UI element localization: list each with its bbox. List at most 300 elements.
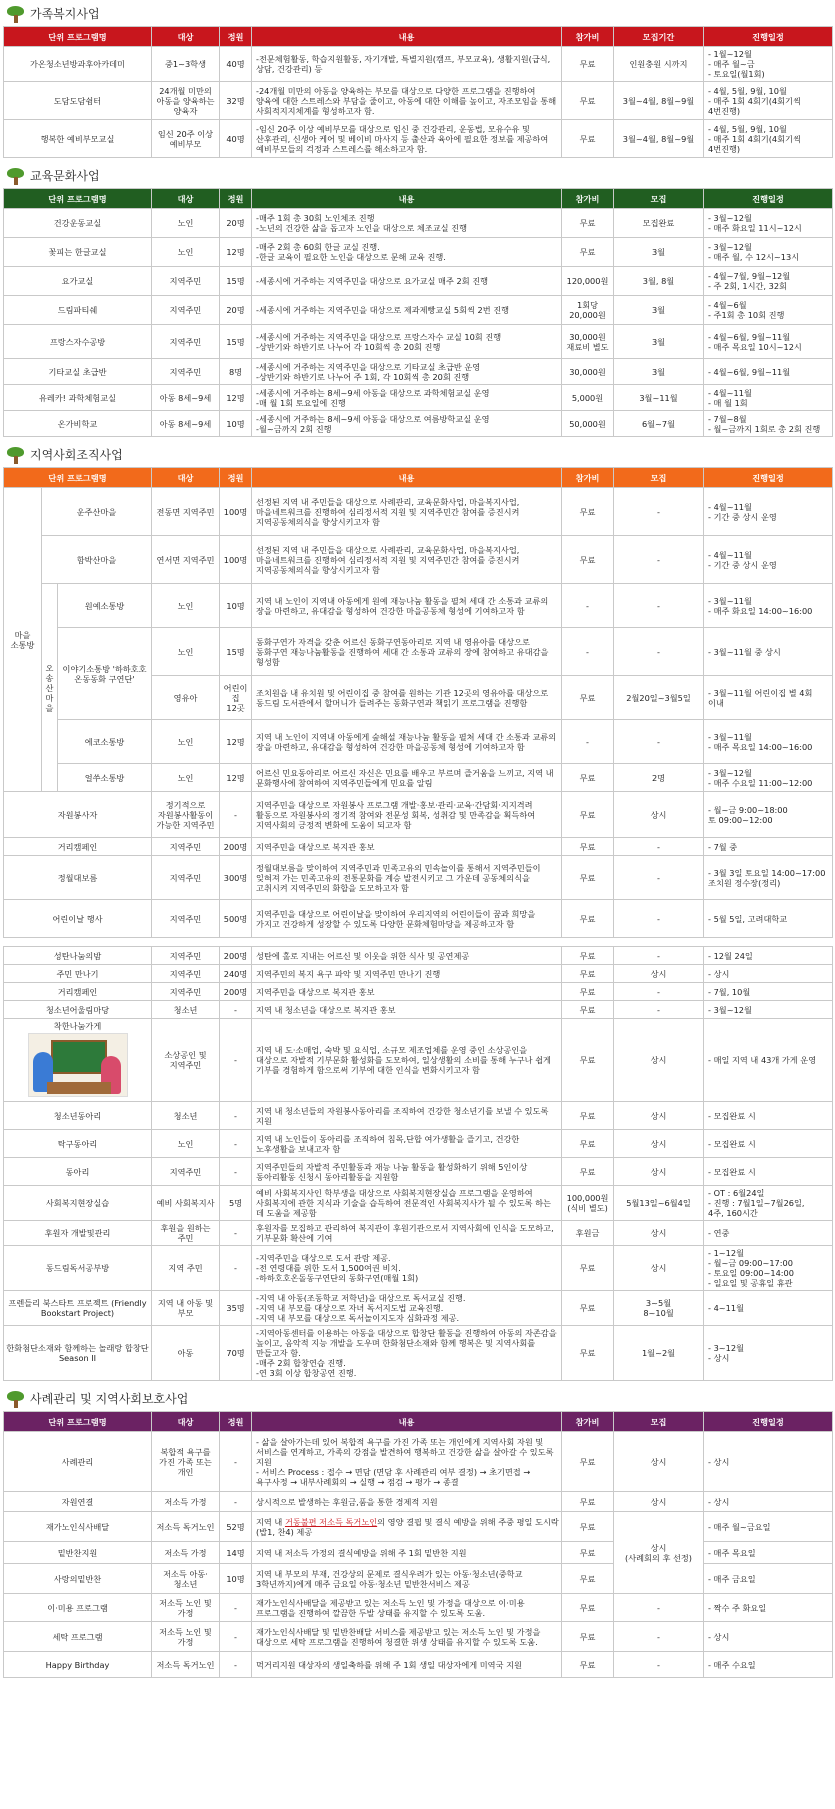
- target-cell: 지역 내 아동 및 부모: [152, 1291, 220, 1326]
- table-row: [4, 296, 833, 325]
- table-row: [4, 120, 833, 158]
- highlight-text: 거동불편 저소득 독거노인: [284, 1516, 378, 1527]
- content-cell: -세종시에 거주하는 지역주민을 대상으로 프랑스자수 교실 10회 진행 -상반기와 하반기로 나누어 각 10회씩 총 20회 진행: [252, 325, 562, 359]
- table-row: [4, 385, 833, 411]
- fee-cell: 무료: [562, 238, 614, 267]
- column-header: 단위 프로그램명: [4, 27, 152, 47]
- target-cell: 지역주민: [152, 267, 220, 296]
- fee-cell: 무료: [562, 1432, 614, 1492]
- schedule-cell: - 4월~11월 - 매 월 1회: [704, 385, 833, 411]
- table-row: [4, 720, 833, 764]
- schedule-cell: - 상시: [704, 1492, 833, 1512]
- capacity-cell: 240명: [220, 965, 252, 983]
- fee-cell: 무료: [562, 1652, 614, 1678]
- schedule-cell: - 7월, 10월: [704, 983, 833, 1001]
- column-header: 참가비: [562, 468, 614, 488]
- recruit-period-cell: 상시: [614, 1102, 704, 1130]
- target-cell: 지역주민: [152, 838, 220, 856]
- program-name-cell: 이야기소통방 '하하호호 온동동화 구연단': [58, 628, 152, 720]
- fee-cell: 무료: [562, 1564, 614, 1594]
- content-cell: 지역주민을 대상으로 어린이날을 맞이하여 우리지역의 어린이들이 꿈과 희망을 가지고 건강하게 성장할 수 있도록 다양한 문화체험마당을 제공하고자 함: [252, 900, 562, 938]
- fee-cell: 무료: [562, 856, 614, 900]
- capacity-cell: 12명: [220, 238, 252, 267]
- target-cell: 노인: [152, 209, 220, 238]
- recruit-period-cell: 2명: [614, 764, 704, 792]
- target-cell: 임신 20주 이상 예비부모: [152, 120, 220, 158]
- schedule-cell: - 상시: [704, 1432, 833, 1492]
- table-row: [4, 983, 833, 1001]
- table-body: [4, 209, 833, 437]
- fee-cell: 무료: [562, 1326, 614, 1381]
- content-cell: 재가노인식사배달 및 밑반찬배달 서비스를 제공받고 있는 저소득 노인 및 가정을 대상으로 세탁 프로그램을 진행하여 청결한 위생 상태를 유지할 수 있도록 도움.: [252, 1622, 562, 1652]
- content-cell: 지역주민들의 자발적 주민활동과 재능 나눔 활동을 활성화하기 위해 5인이상 동아리활동 신청시 동아리활동을 지원함: [252, 1158, 562, 1186]
- program-name-cell: 자원연결: [4, 1492, 152, 1512]
- recruit-period-cell: 3월, 8월: [614, 267, 704, 296]
- content-cell: -세종시에 거주하는 지역주민을 대상으로 제과제빵교실 5회씩 2번 진행: [252, 296, 562, 325]
- fee-cell: 무료: [562, 676, 614, 720]
- capacity-cell: -: [220, 1594, 252, 1622]
- capacity-cell: 40명: [220, 120, 252, 158]
- target-cell: 청소년: [152, 1102, 220, 1130]
- table-row: [4, 856, 833, 900]
- table-row: [4, 1019, 833, 1102]
- column-header: 참가비: [562, 189, 614, 209]
- content-cell: -24개월 미만의 아동을 양육하는 부모를 대상으로 다양한 프로그램을 진행하여 양육에 대한 스트레스와 부담을 줄이고, 아동에 대한 이해를 높이고, 자조모임을 통해 사회적지지체계를 형성하고자 함.: [252, 82, 562, 120]
- fee-cell: 무료: [562, 1492, 614, 1512]
- program-name-cell: 프랑스자수공방: [4, 325, 152, 359]
- program-name-cell: 어린이날 행사: [4, 900, 152, 938]
- fee-cell: 무료: [562, 838, 614, 856]
- schedule-cell: - 4월~6월, 9월~11월: [704, 359, 833, 385]
- table-row: [4, 1564, 833, 1594]
- target-cell: 소상공인 및 지역주민: [152, 1019, 220, 1102]
- fee-cell: 무료: [562, 764, 614, 792]
- target-cell: 노인: [152, 764, 220, 792]
- target-cell: 지역주민: [152, 296, 220, 325]
- fee-cell: 무료: [562, 488, 614, 536]
- capacity-cell: 10명: [220, 584, 252, 628]
- program-table: [3, 1411, 833, 1678]
- recruit-period-cell: 3월: [614, 238, 704, 267]
- table-row: [4, 947, 833, 965]
- table-row: [4, 1542, 833, 1564]
- recruit-period-cell: 상시: [614, 965, 704, 983]
- table-header-row: [4, 1412, 833, 1432]
- program-table: [3, 26, 833, 158]
- table-row: [4, 359, 833, 385]
- column-header: 참가비: [562, 1412, 614, 1432]
- fee-cell: 무료: [562, 1622, 614, 1652]
- schedule-cell: - 3월~12월 - 매주 화요일 11시~12시: [704, 209, 833, 238]
- table-row: [4, 1326, 833, 1381]
- target-cell: 지역주민: [152, 359, 220, 385]
- capacity-cell: -: [220, 792, 252, 838]
- column-header: 단위 프로그램명: [4, 189, 152, 209]
- fee-cell: 50,000원: [562, 411, 614, 437]
- capacity-cell: 52명: [220, 1512, 252, 1542]
- content-cell: 지역주민을 대상으로 복지관 홍보: [252, 983, 562, 1001]
- target-cell: 복합적 욕구를 가진 가족 또는 개인: [152, 1432, 220, 1492]
- recruit-period-cell: 2월20일~3월5일: [614, 676, 704, 720]
- fee-cell: 무료: [562, 965, 614, 983]
- table-body: [4, 1432, 833, 1678]
- schedule-cell: - 3월~11월 - 매주 목요일 14:00~16:00: [704, 720, 833, 764]
- content-cell: 지역 내 노인이 지역내 아동에게 원예 재능나눔 활동을 펼쳐 세대 간 소통과 교류의 장을 마련하고, 유대감을 형성하여 건강한 마을공동체 형성에 기여하고자 함: [252, 584, 562, 628]
- program-name-cell: 도담도담쉼터: [4, 82, 152, 120]
- capacity-cell: 12명: [220, 720, 252, 764]
- capacity-cell: -: [220, 1246, 252, 1291]
- recruit-period-cell: -: [614, 584, 704, 628]
- recruit-period-cell: -: [614, 838, 704, 856]
- capacity-cell: 500명: [220, 900, 252, 938]
- column-header: 모집: [614, 468, 704, 488]
- capacity-cell: 5명: [220, 1186, 252, 1221]
- capacity-cell: 10명: [220, 411, 252, 437]
- program-name-cell: 프렌들리 북스타트 프로젝트 (Friendly Bookstart Project): [4, 1291, 152, 1326]
- column-header: 진행일정: [704, 27, 833, 47]
- content-cell: -매주 2회 총 60회 한글 교실 진행. -한글 교육이 필요한 노인을 대상으로 문해 교육 진행.: [252, 238, 562, 267]
- fee-cell: 무료: [562, 1594, 614, 1622]
- column-header: 모집: [614, 189, 704, 209]
- capacity-cell: 8명: [220, 359, 252, 385]
- table-header-row: [4, 189, 833, 209]
- capacity-cell: 100명: [220, 488, 252, 536]
- content-cell: 정월대보름을 맞이하여 지역주민과 민족고유의 민속놀이를 통해서 지역주민들이 잊혀져 가는 민족고유의 전통문화를 계승 발전시키고 그 가운데 공동체의식을 고취시켜 지역주민의 화합을 도모하고자 함: [252, 856, 562, 900]
- capacity-cell: -: [220, 1130, 252, 1158]
- capacity-cell: 20명: [220, 209, 252, 238]
- fee-cell: 100,000원 (식비 별도): [562, 1186, 614, 1221]
- section-community-organizing: [3, 443, 832, 1381]
- program-name-cell: 한화첨단소재와 함께하는 놀래랑 합창단 Season II: [4, 1326, 152, 1381]
- target-cell: 저소득 독거노인: [152, 1512, 220, 1542]
- content-cell: -세종시에 거주하는 지역주민을 대상으로 요가교실 매주 2회 진행: [252, 267, 562, 296]
- schedule-cell: - 짝수 주 화요일: [704, 1594, 833, 1622]
- column-header: 진행일정: [704, 189, 833, 209]
- content-cell: 지역주민을 대상으로 복지관 홍보: [252, 838, 562, 856]
- program-name-cell: Happy Birthday: [4, 1652, 152, 1678]
- capacity-cell: 15명: [220, 325, 252, 359]
- recruit-period-cell: 1월~2월: [614, 1326, 704, 1381]
- content-cell: 재가노인식사배달을 제공받고 있는 저소득 노인 및 가정을 대상으로 이·미용 프로그램을 진행하여 깔끔한 두발 상태를 유지할 수 있도록 도움.: [252, 1594, 562, 1622]
- capacity-cell: -: [220, 1019, 252, 1102]
- capacity-cell: 12명: [220, 385, 252, 411]
- recruit-period-cell: -: [614, 1594, 704, 1622]
- table-row: [4, 1512, 833, 1542]
- recruit-period-cell: -: [614, 856, 704, 900]
- capacity-cell: 35명: [220, 1291, 252, 1326]
- recruit-period-cell: 6월~7월: [614, 411, 704, 437]
- section-header: [3, 164, 832, 188]
- table-row: [4, 1102, 833, 1130]
- recruit-period-cell: 3월~11월: [614, 385, 704, 411]
- fee-cell: 무료: [562, 82, 614, 120]
- fee-cell: 무료: [562, 947, 614, 965]
- target-cell: 저소득 가정: [152, 1492, 220, 1512]
- target-cell: 연서면 지역주민: [152, 536, 220, 584]
- schedule-cell: - 3월~11월 - 매주 화요일 14:00~16:00: [704, 584, 833, 628]
- recruit-period-cell: -: [614, 1001, 704, 1019]
- recruit-period-cell: 상시: [614, 1432, 704, 1492]
- section-title: 교육문화사업: [30, 168, 100, 183]
- column-header: 대상: [152, 27, 220, 47]
- column-header: 대상: [152, 468, 220, 488]
- content-cell: -지역 내 아동(조동학교 저학년)을 대상으로 독서교실 진행. -지역 내 부모를 대상으로 자녀 독서지도법 교육진행. -지역 내 부모를 대상으로 독서놀이지도자 심화과정 제공.: [252, 1291, 562, 1326]
- table-row: [4, 536, 833, 584]
- program-name-cell: 청소년동아리: [4, 1102, 152, 1130]
- target-cell: 저소득 노인 및 가정: [152, 1594, 220, 1622]
- content-cell: -지역주민을 대상으로 도서 관람 제공. -전 연령대를 위한 도서 1,500여권 비치. -하하호호온돌동구연단의 동화구연(매월 1회): [252, 1246, 562, 1291]
- fee-cell: 무료: [562, 1246, 614, 1291]
- recruit-period-cell: 3~5월 8~10월: [614, 1291, 704, 1326]
- target-cell: 후원을 원하는 주민: [152, 1221, 220, 1246]
- target-cell: 중1~3학생: [152, 47, 220, 82]
- table-row: [4, 209, 833, 238]
- target-cell: 지역주민: [152, 325, 220, 359]
- content-cell: -세종시에 거주하는 8세~9세 아동을 대상으로 여름방학교실 운영 -월~금까지 2회 진행: [252, 411, 562, 437]
- section-family-welfare: [3, 2, 832, 158]
- column-header: 참가비: [562, 27, 614, 47]
- content-cell: 먹거리지원 대상자의 생일축하를 위해 주 1회 생일 대상자에게 미역국 지원: [252, 1652, 562, 1678]
- schedule-cell: - 4월~11월 - 기간 중 상시 운영: [704, 488, 833, 536]
- capacity-cell: -: [220, 1001, 252, 1019]
- capacity-cell: -: [220, 1221, 252, 1246]
- section-education-culture: [3, 164, 832, 437]
- content-cell: 지역 내 부모의 부재, 건강상의 문제로 결식우려가 있는 아동·청소년(중학교 3학년까지)에게 매주 금요일 아동·청소년 밑반찬서비스 제공: [252, 1564, 562, 1594]
- recruit-period-cell: -: [614, 720, 704, 764]
- table-row: [4, 1246, 833, 1291]
- schedule-cell: - 1~12월 - 월~금 09:00~17:00 - 토요일 09:00~14:00 - 일요일 및 공휴일 휴관: [704, 1246, 833, 1291]
- content-cell: 성탄에 홀로 지내는 어르신 및 이웃을 위한 식사 및 공연제공: [252, 947, 562, 965]
- table-row: [4, 1622, 833, 1652]
- content-cell: -세종시에 거주하는 지역주민을 대상으로 기타교실 초급반 운영 -상반기와 하반기로 나누어 주 1회, 각 10회씩 총 20회 진행: [252, 359, 562, 385]
- program-name-cell: 건강운동교실: [4, 209, 152, 238]
- recruit-period-cell: -: [614, 947, 704, 965]
- recruit-period-cell: -: [614, 983, 704, 1001]
- program-name-cell: 사례관리: [4, 1432, 152, 1492]
- recruit-period-cell: 상시: [614, 1130, 704, 1158]
- content-cell: 지역 내 청소년들의 자원봉사동아리를 조직하여 건강한 청소년기를 보낼 수 있도록 지원: [252, 1102, 562, 1130]
- schedule-cell: - 매주 금요일: [704, 1564, 833, 1594]
- table-row: [4, 1594, 833, 1622]
- program-table: [3, 188, 833, 437]
- table-body: [4, 488, 833, 1381]
- village-group-label: 마을 소통방: [4, 488, 42, 792]
- capacity-cell: 70명: [220, 1326, 252, 1381]
- program-name-cell: 거리캠페인: [4, 983, 152, 1001]
- recruit-period-cell: 모집완료: [614, 209, 704, 238]
- content-cell: 후원자를 모집하고 관리하여 복지관이 후원기관으로서 지역사회에 인식을 도모하고, 기부문화 확산에 기여: [252, 1221, 562, 1246]
- schedule-cell: - 4월, 5월, 9월, 10월 - 매주 1회 4회기(4회기씩 4번진행): [704, 82, 833, 120]
- recruit-period-cell: 3월: [614, 325, 704, 359]
- fee-cell: 무료: [562, 1512, 614, 1542]
- section-header: [3, 1387, 832, 1411]
- fee-cell: -: [562, 584, 614, 628]
- schedule-cell: - 1월~12월 - 매주 월~금 - 토요일(월1회): [704, 47, 833, 82]
- recruit-period-cell: -: [614, 1622, 704, 1652]
- schedule-cell: - 상시: [704, 1622, 833, 1652]
- table-row: [4, 238, 833, 267]
- capacity-cell: 12명: [220, 764, 252, 792]
- capacity-cell: -: [220, 1652, 252, 1678]
- program-name-cell: 드림파티쉐: [4, 296, 152, 325]
- schedule-cell: - 매주 월~금요일: [704, 1512, 833, 1542]
- capacity-cell: 100명: [220, 536, 252, 584]
- program-name-cell: 원예소통방: [58, 584, 152, 628]
- capacity-cell: 200명: [220, 838, 252, 856]
- content-cell: -임신 20주 이상 예비부모를 대상으로 임신 중 건강관리, 운동법, 모유수유 및 산후관리, 신생아 케어 및 베이비 마사지 등 출산과 육아에 필요한 정보를 제공하여 예비부모들의 걱정과 스트레스를 해소하고자 함.: [252, 120, 562, 158]
- column-header: 정원: [220, 468, 252, 488]
- table-row: [4, 1652, 833, 1678]
- schedule-cell: - 3월~12월 - 매주 수요일 11:00~12:00: [704, 764, 833, 792]
- recruit-period-cell: 상시: [614, 792, 704, 838]
- table-body: [4, 47, 833, 158]
- recruit-period-cell: 3월~4월, 8월~9월: [614, 120, 704, 158]
- table-row: [4, 965, 833, 983]
- fee-cell: 후원금: [562, 1221, 614, 1246]
- column-header: 진행일정: [704, 468, 833, 488]
- content-cell: 선정된 지역 내 주민들을 대상으로 사례관리, 교육문화사업, 마을복지사업, 마을네트워크를 진행하여 심리정서적 지원 및 지역주민간 참여를 증진시켜 지역공동체의식을 향상시키고자 함: [252, 488, 562, 536]
- program-table: [3, 467, 833, 1381]
- table-row: [4, 1001, 833, 1019]
- recruit-period-cell: 상시: [614, 1492, 704, 1512]
- target-cell: 노인: [152, 1130, 220, 1158]
- target-cell: 전동면 지역주민: [152, 488, 220, 536]
- program-name-cell: 재가노인식사배달: [4, 1512, 152, 1542]
- fee-cell: 1회당 20,000원: [562, 296, 614, 325]
- capacity-cell: 20명: [220, 296, 252, 325]
- program-name-cell: 거리캠페인: [4, 838, 152, 856]
- fee-cell: 무료: [562, 536, 614, 584]
- fee-cell: 무료: [562, 1291, 614, 1326]
- content-cell: -매주 1회 총 30회 노인체조 진행 -노년의 건강한 삶을 돕고자 노인을 대상으로 체조교실 진행: [252, 209, 562, 238]
- program-name-cell: 동아리: [4, 1158, 152, 1186]
- fee-cell: -: [562, 628, 614, 676]
- program-name-cell: 꽃피는 한글교실: [4, 238, 152, 267]
- schedule-cell: - 매일 지역 내 43개 가게 운영: [704, 1019, 833, 1102]
- capacity-cell: 어린이집 12곳: [220, 676, 252, 720]
- target-cell: 저소득 가정: [152, 1542, 220, 1564]
- capacity-cell: 300명: [220, 856, 252, 900]
- column-header: 단위 프로그램명: [4, 1412, 152, 1432]
- fee-cell: 무료: [562, 1019, 614, 1102]
- schedule-cell: - 3월~12월: [704, 1001, 833, 1019]
- content-cell: 동화구연가 자격을 갖춘 어르신 동화구연동아리로 지역 내 영유아를 대상으로 동화구연 재능나눔활동을 진행하여 세대 간 소통과 교류의 장에 참여하고 유대감을 형성함: [252, 628, 562, 676]
- program-name-cell: 에코소통방: [58, 720, 152, 764]
- table-row: [4, 267, 833, 296]
- fee-cell: 무료: [562, 1001, 614, 1019]
- schedule-cell: - OT : 6월24일 - 진행 : 7월1일~7월26일, 4주, 160시간: [704, 1186, 833, 1221]
- fee-cell: 30,000원: [562, 359, 614, 385]
- program-name-cell: 주민 만나기: [4, 965, 152, 983]
- table-row: [4, 1291, 833, 1326]
- recruit-period-cell: 3월: [614, 359, 704, 385]
- table-header-row: [4, 468, 833, 488]
- capacity-cell: 200명: [220, 947, 252, 965]
- recruit-period-cell: -: [614, 900, 704, 938]
- recruit-period-cell: 상시: [614, 1246, 704, 1291]
- program-name-cell: 유레카! 과학체험교실: [4, 385, 152, 411]
- capacity-cell: -: [220, 1492, 252, 1512]
- schedule-cell: - 3월~12월 - 매주 월, 수 12시~13시: [704, 238, 833, 267]
- target-cell: 저소득 독거노인: [152, 1652, 220, 1678]
- program-name-cell: 행복한 예비부모교실: [4, 120, 152, 158]
- tree-icon: [5, 1390, 27, 1408]
- target-cell: 24개월 미만의 아동을 양육하는 양육자: [152, 82, 220, 120]
- program-name-cell: 탁구동아리: [4, 1130, 152, 1158]
- content-cell: 지역주민의 복지 욕구 파악 및 지역주민 만나기 진행: [252, 965, 562, 983]
- table-row: [4, 325, 833, 359]
- column-header: 내용: [252, 27, 562, 47]
- schedule-cell: - 상시: [704, 965, 833, 983]
- target-cell: 지역주민: [152, 947, 220, 965]
- schedule-cell: - 매주 목요일: [704, 1542, 833, 1564]
- program-name-cell: 청소년어울림마당: [4, 1001, 152, 1019]
- content-cell: 지역 내 거동불편 저소득 독거노인의 영양 결핍 및 결식 예방을 위해 주중 평일 도시락(밥1, 찬4) 제공: [252, 1512, 562, 1542]
- target-cell: 예비 사회복지사: [152, 1186, 220, 1221]
- section-title: 사례관리 및 지역사회보호사업: [30, 1391, 189, 1406]
- capacity-cell: 15명: [220, 267, 252, 296]
- schedule-cell: - 연중: [704, 1221, 833, 1246]
- column-header: 내용: [252, 189, 562, 209]
- table-row: [4, 1186, 833, 1221]
- fee-cell: 무료: [562, 209, 614, 238]
- column-header: 모집기간: [614, 27, 704, 47]
- program-name-cell: 운주산마을: [42, 488, 152, 536]
- column-header: 대상: [152, 1412, 220, 1432]
- program-name-cell: [4, 1019, 152, 1102]
- section-header: [3, 2, 832, 26]
- target-cell: 지역주민: [152, 1158, 220, 1186]
- schedule-cell: - 7월~8월 - 월~금까지 1회로 총 2회 진행: [704, 411, 833, 437]
- fee-cell: 무료: [562, 1158, 614, 1186]
- recruit-period-cell: 3월~4월, 8월~9월: [614, 82, 704, 120]
- program-name-cell: 사랑의밑반찬: [4, 1564, 152, 1594]
- content-cell: 어르신 민요동아리로 어르신 자신은 민요를 배우고 부르며 즐거움을 느끼고, 지역 내 문화행사에 참여하여 지역주민들에게 민요를 알림: [252, 764, 562, 792]
- schedule-cell: - 4월, 5월, 9월, 10월 - 매주 1회 4회기(4회기씩 4번진행): [704, 120, 833, 158]
- capacity-cell: -: [220, 1432, 252, 1492]
- program-name-cell: 사회복지현장실습: [4, 1186, 152, 1221]
- program-name-cell: 정월대보름: [4, 856, 152, 900]
- schedule-cell: - 모집완료 시: [704, 1158, 833, 1186]
- capacity-cell: 200명: [220, 983, 252, 1001]
- table-row: [4, 82, 833, 120]
- content-cell: 선정된 지역 내 주민들을 대상으로 사례관리, 교육문화사업, 마을복지사업, 마을네트워크를 진행하여 심리정서적 지원 및 지역주민간 참여를 증진시켜 지역공동체의식을 향상시키고자 함: [252, 536, 562, 584]
- column-header: 진행일정: [704, 1412, 833, 1432]
- target-cell: 영유아: [152, 676, 220, 720]
- column-header: 모집: [614, 1412, 704, 1432]
- target-cell: 노인: [152, 238, 220, 267]
- fee-cell: 5,000원: [562, 385, 614, 411]
- schedule-cell: - 12월 24일: [704, 947, 833, 965]
- schedule-cell: - 3~12월 - 상시: [704, 1326, 833, 1381]
- spacer-cell: [4, 938, 833, 947]
- content-cell: -전문체험활동, 학습지원활동, 자기개발, 특별지원(캠프, 부모교육), 생활지원(급식, 상담, 건강관리) 등: [252, 47, 562, 82]
- schedule-cell: - 4월~7월, 9월~12월 - 주 2회, 1시간, 32회: [704, 267, 833, 296]
- content-cell: 지역 내 노인들이 동아리를 조직하여 침목,단합 여가생활을 즐기고, 건강한 노후생활을 보내고자 함: [252, 1130, 562, 1158]
- schedule-cell: - 4월~6월, 9월~11월 - 매주 목요일 10시~12시: [704, 325, 833, 359]
- capacity-cell: 40명: [220, 47, 252, 82]
- content-cell: 지역 내 도·소매업, 숙박 및 요식업, 소규모 제조업체를 운영 중인 소상공인을 대상으로 자발적 기부문화 활성화를 도모하여, 일상생활의 소비를 통해 누구나 쉽게 기부를 경험하게 함으로써 기부에 대한 인식을 변화시키고자 함: [252, 1019, 562, 1102]
- capacity-cell: 15명: [220, 628, 252, 676]
- program-name-cell: 가온청소년방과후아카데미: [4, 47, 152, 82]
- table-row: [4, 1221, 833, 1246]
- program-name-cell: 자원봉사자: [4, 792, 152, 838]
- table-row: [4, 1432, 833, 1492]
- capacity-cell: -: [220, 1622, 252, 1652]
- fee-cell: 무료: [562, 1542, 614, 1564]
- fee-cell: 30,000원 재료비 별도: [562, 325, 614, 359]
- column-header: 정원: [220, 1412, 252, 1432]
